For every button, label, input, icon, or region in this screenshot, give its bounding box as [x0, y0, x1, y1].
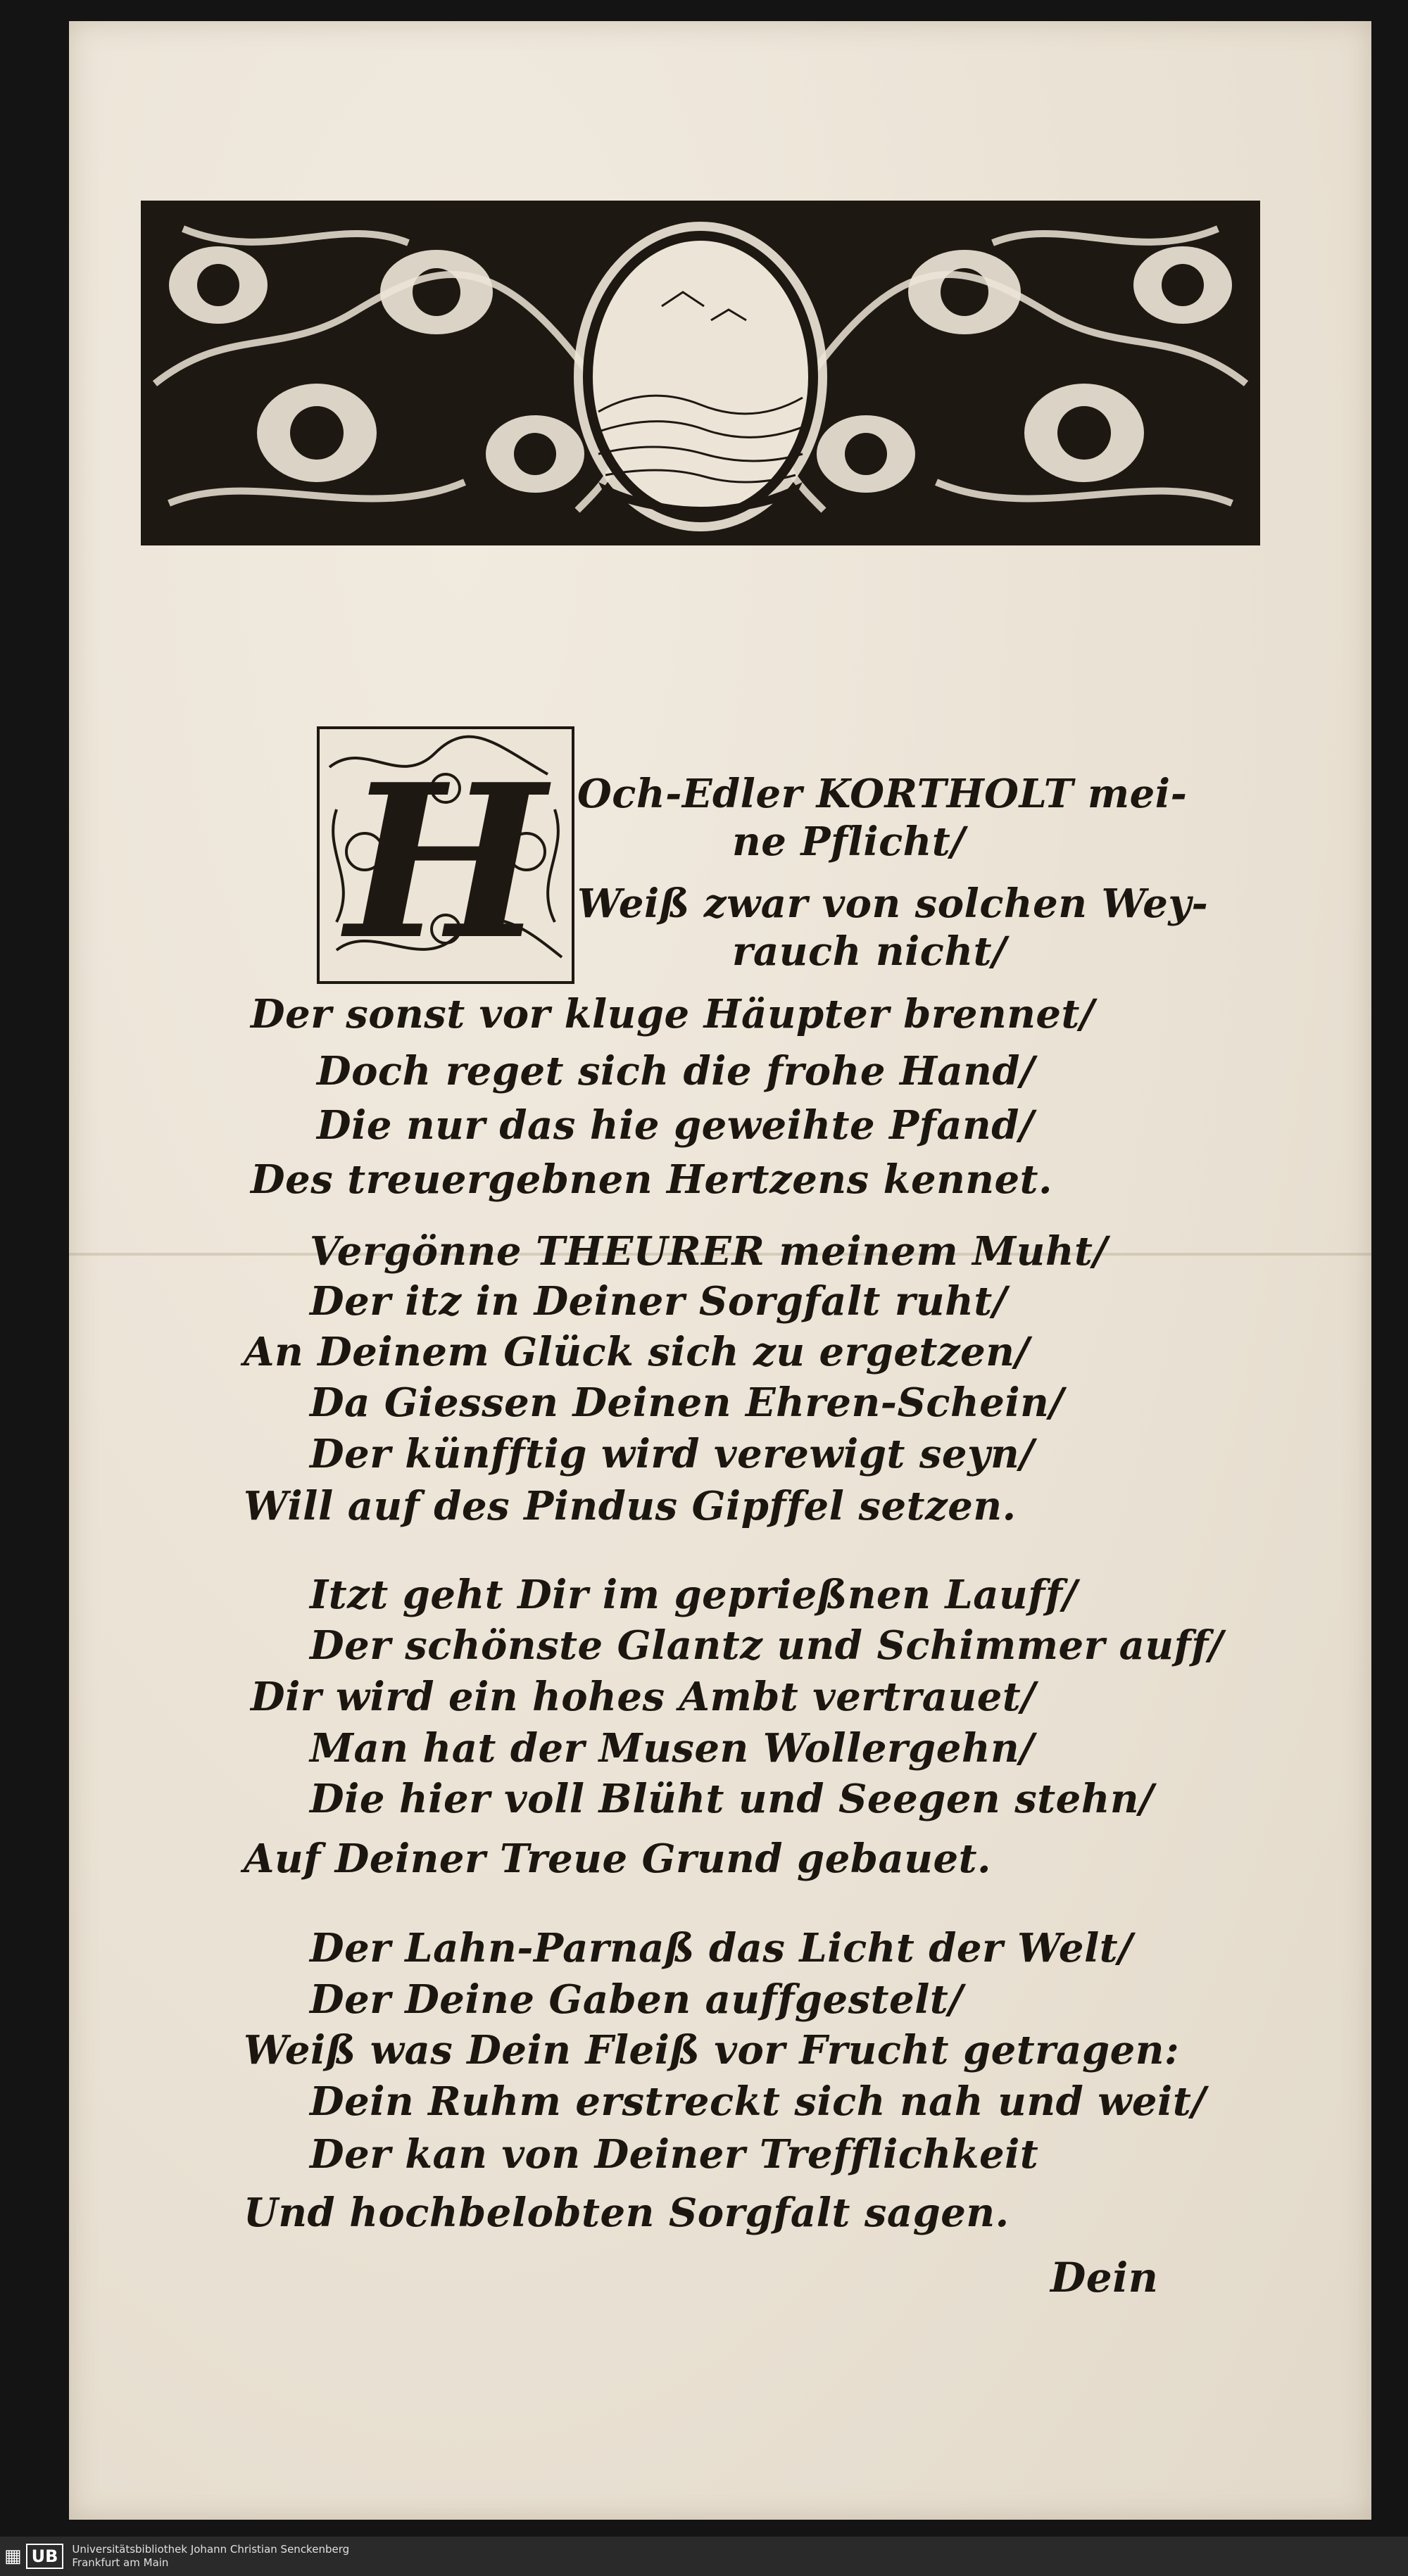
poem-line: Och-Edler KORTHOLT mei-: [577, 771, 1188, 817]
poem-line: Auf Deiner Treue Grund gebauet.: [244, 1836, 991, 1882]
poem-line: Man hat der Musen Wollergehn/: [310, 1725, 1035, 1772]
poem-line: Der künfftig wird verewigt seyn/: [310, 1431, 1035, 1477]
library-credit: [72, 2543, 349, 2570]
poem-line: Dein Ruhm erstreckt sich nah und weit/: [310, 2078, 1207, 2125]
library-name: Universitätsbibliothek Johann Christian Senckenberg: [72, 2543, 350, 2556]
poem-line: Da Giessen Deinen Ehren-Schein/: [310, 1379, 1064, 1426]
poem-line: Dir wird ein hohes Ambt vertrauet/: [251, 1674, 1036, 1720]
poem-line: Itzt geht Dir im geprießnen Lauff/: [310, 1572, 1078, 1618]
catchword: Dein: [1050, 2254, 1159, 2302]
library-footer-bar: [0, 2537, 1408, 2576]
poem-line: rauch nicht/: [732, 928, 1007, 975]
poem-line: Vergönne THEURER meinem Muht/: [310, 1228, 1108, 1275]
poem-line: Die hier voll Blüht und Seegen stehn/: [310, 1776, 1155, 1822]
library-city: Frankfurt am Main: [72, 2556, 169, 2569]
poem-line: Der kan von Deiner Trefflichkeit: [310, 2131, 1039, 2178]
poem-line: Und hochbelobten Sorgfalt sagen.: [244, 2190, 1010, 2236]
library-logo-icon: ▦: [4, 2546, 22, 2567]
poem-line: Der Deine Gaben auffgestelt/: [310, 1976, 964, 2023]
ub-logo-text: UB: [26, 2544, 64, 2569]
poem-line: Der schönste Glantz und Schimmer auff/: [310, 1622, 1224, 1669]
poem-line: Weiß zwar von solchen Wey-: [577, 880, 1209, 927]
poem-line: Weiß was Dein Fleiß vor Frucht getragen:: [244, 2027, 1180, 2073]
poem-line: ne Pflicht/: [732, 819, 966, 865]
poem-line: Der sonst vor kluge Häupter brennet/: [251, 991, 1095, 1037]
poem-line: Der itz in Deiner Sorgfalt ruht/: [310, 1278, 1007, 1325]
poem-line: Will auf des Pindus Gipffel setzen.: [244, 1483, 1017, 1529]
poem-line: Des treuergebnen Hertzens kennet.: [251, 1156, 1052, 1203]
poem-line: An Deinem Glück sich zu ergetzen/: [244, 1329, 1030, 1375]
poem-line: Die nur das hie geweihte Pfand/: [317, 1102, 1034, 1149]
poem-line: Der Lahn-Parnaß das Licht der Welt/: [310, 1925, 1133, 1971]
poem-line: Doch reget sich die frohe Hand/: [317, 1048, 1035, 1094]
initial-letter: H: [346, 738, 546, 985]
ub-logo: [4, 2542, 63, 2570]
